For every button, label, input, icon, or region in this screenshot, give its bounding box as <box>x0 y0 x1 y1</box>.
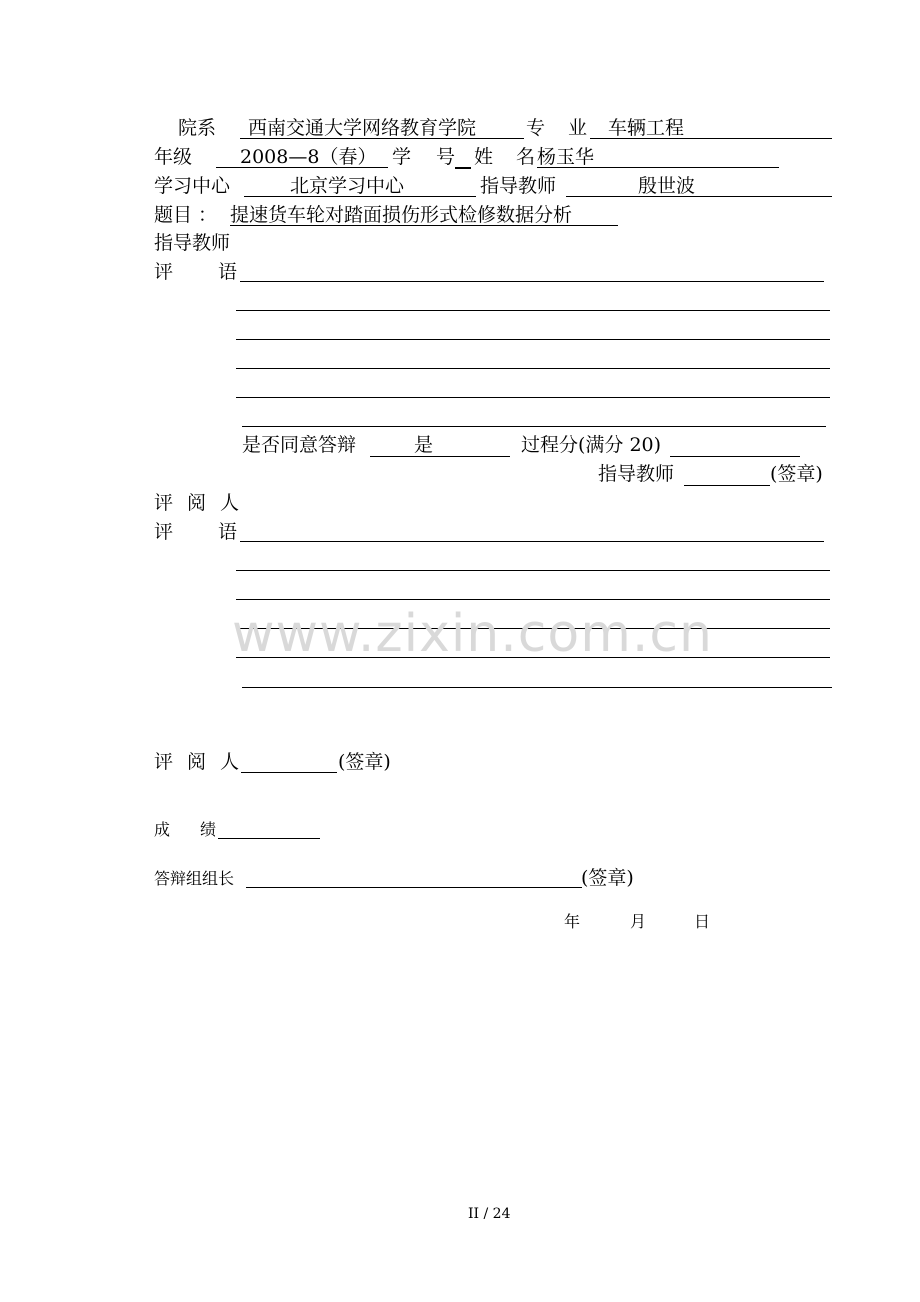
name-underline <box>537 167 779 168</box>
student-id-underline <box>455 167 471 169</box>
advisor-comment-label-char2: 语 <box>218 261 238 283</box>
advisor-comment-label-char1: 评 <box>154 261 174 283</box>
center-value: 北京学习中心 <box>290 175 405 197</box>
reviewer-comment-line <box>242 687 832 688</box>
advisor-comment-line <box>240 281 824 282</box>
grade-value: 2008—8（春） <box>240 146 377 168</box>
date-month: 月 <box>630 912 647 931</box>
grade-underline <box>216 167 388 168</box>
advisor-signature-underline <box>684 485 770 486</box>
topic-underline <box>230 225 618 226</box>
grade-result-label-char2: 绩 <box>200 820 217 839</box>
reviewer-comment-line <box>236 570 830 571</box>
reviewer-sign-suffix: (签章) <box>338 751 391 773</box>
reviewer-sign-label-char2: 阅 <box>187 751 207 773</box>
name-value: 杨玉华 <box>537 146 595 168</box>
name-label-char1: 姓 <box>474 146 494 168</box>
reviewer-title-char1: 评 <box>154 492 174 514</box>
major-underline <box>590 138 832 139</box>
watermark: www.zixin.com.cn <box>232 604 713 664</box>
name-label-char2: 名 <box>516 146 536 168</box>
committee-leader-underline <box>246 887 582 888</box>
center-label: 学习中心 <box>154 175 231 197</box>
advisor-section-title: 指导教师 <box>154 232 231 254</box>
advisor-comment-line <box>236 339 830 340</box>
grade-label: 年级 <box>154 146 193 168</box>
reviewer-sign-label-char1: 评 <box>154 751 174 773</box>
defense-answer-underline <box>370 456 510 457</box>
committee-leader-label: 答辩组组长 <box>154 869 235 888</box>
date-day: 日 <box>694 912 711 931</box>
advisor-value: 殷世波 <box>638 175 696 197</box>
reviewer-comment-line <box>236 599 830 600</box>
reviewer-comment-label-char2: 语 <box>218 521 238 543</box>
dept-value: 西南交通大学网络教育学院 <box>248 117 477 139</box>
center-underline <box>244 196 476 197</box>
dept-underline <box>240 138 524 139</box>
advisor-underline <box>566 196 832 197</box>
process-score-label: 过程分(满分 20) <box>521 434 662 456</box>
reviewer-comment-line <box>240 541 824 542</box>
student-id-label-char2: 号 <box>436 146 456 168</box>
reviewer-sign-label-char3: 人 <box>220 751 240 773</box>
reviewer-title-char2: 阅 <box>187 492 207 514</box>
reviewer-comment-label-char1: 评 <box>154 521 174 543</box>
advisor-sign-suffix: (签章) <box>770 463 823 485</box>
process-score-underline <box>670 456 800 457</box>
major-label-char2: 业 <box>568 117 588 139</box>
advisor-comment-line <box>236 310 830 311</box>
advisor-comment-line <box>242 426 826 427</box>
advisor-label: 指导教师 <box>480 175 557 197</box>
grade-result-underline <box>218 838 320 839</box>
grade-result-label-char1: 成 <box>154 820 171 839</box>
advisor-comment-line <box>236 397 830 398</box>
page-number: II / 24 <box>468 1206 511 1222</box>
advisor-signer-label: 指导教师 <box>598 463 675 485</box>
topic-value: 提速货车轮对踏面损伤形式检修数据分析 <box>230 204 573 226</box>
reviewer-signature-underline <box>241 772 337 773</box>
topic-label: 题目 ： <box>154 204 218 226</box>
major-value: 车辆工程 <box>608 117 685 139</box>
dept-label: 院系 <box>178 117 217 139</box>
date-year: 年 <box>564 912 581 931</box>
major-label-char1: 专 <box>526 117 546 139</box>
reviewer-title-char3: 人 <box>220 492 240 514</box>
advisor-comment-line <box>236 368 830 369</box>
defense-question: 是否同意答辩 <box>242 434 357 456</box>
student-id-label-char1: 学 <box>392 146 412 168</box>
committee-sign-suffix: (签章) <box>581 867 634 889</box>
defense-answer: 是 <box>414 434 434 456</box>
